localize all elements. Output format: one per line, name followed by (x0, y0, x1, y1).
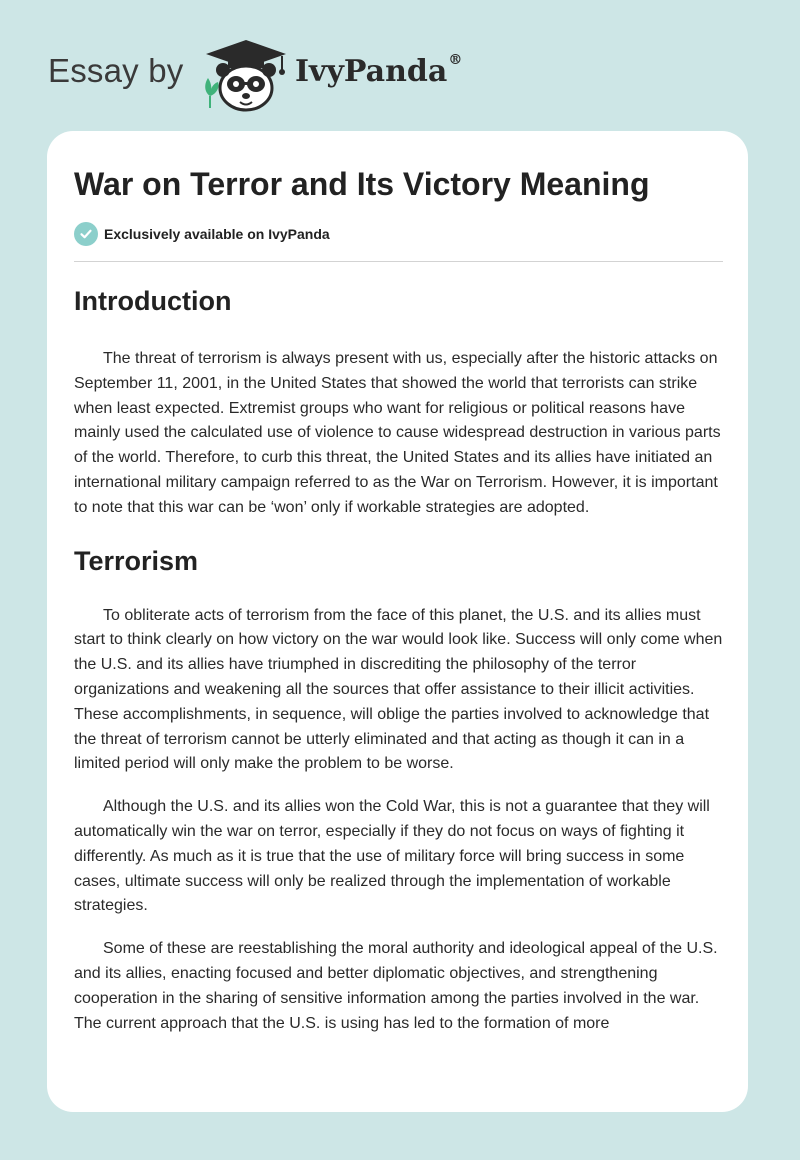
essay-body (74, 283, 723, 1036)
paragraph: The threat of terrorism is always present with us, especially after the historic attacks on September 11, 2001, in the United States that showed the world that terrorists can strike when least expected. Extremist groups who want for religious or political reasons have mainly used the calculated use of violence to cause widespread destruction in various parts of the world. Therefore, to curb this threat, the United States and its allies have initiated an international military campaign referred to as the War on Terrorism. However, it is important to note that this war can be ‘won’ only if workable strategies are adopted. (74, 350, 721, 516)
section-heading-terrorism: Terrorism (74, 545, 199, 576)
brand-name-text: IvyPanda (295, 54, 448, 89)
check-circle-icon (74, 222, 98, 246)
title-divider (74, 261, 723, 262)
paragraph: Some of these are reestablishing the moral authority and ideological appeal of the U.S. and its allies, enacting focused and better diplomatic objectives, and strengthening cooperation in the sharing of sensitive information among the parties involved in the war. The current approach that the U.S. is using has led to the formation of more (74, 940, 718, 1032)
brand-prefix-text: Essay by (48, 52, 184, 89)
essay-card (47, 131, 748, 1112)
essay-title: War on Terror and Its Victory Meaning (74, 166, 650, 202)
registered-mark: ® (448, 52, 463, 68)
site-header-brand[interactable] (48, 34, 468, 114)
panda-graduate-icon (198, 34, 294, 114)
paragraph: Although the U.S. and its allies won the Cold War, this is not a guarantee that they will automatically win the war on terror, especially if they do not focus on ways of fighting it differently. As much as it is true that the use of military force will bring success in some cases, ultimate success will only be realized through the implementation of workable strategies. (74, 798, 710, 915)
brand-name (295, 54, 462, 89)
exclusive-badge (74, 222, 330, 246)
section-heading-introduction: Introduction (74, 286, 232, 316)
exclusive-badge-text: Exclusively available on IvyPanda (104, 226, 330, 242)
paragraph: To obliterate acts of terrorism from the face of this planet, the U.S. and its allies must start to think clearly on how victory on the war would look like. Success will only come when the U.S. and its allies have triumphed in discrediting the philosophy of the terror organizations and weakening all the sources that offer assistance to their illicit activities. These accomplishments, in sequence, will oblige the parties involved to acknowledge that the threat of terrorism cannot be utterly eliminated and that acting as though it can in a limited period will only make the problem to be worse. (74, 606, 723, 773)
